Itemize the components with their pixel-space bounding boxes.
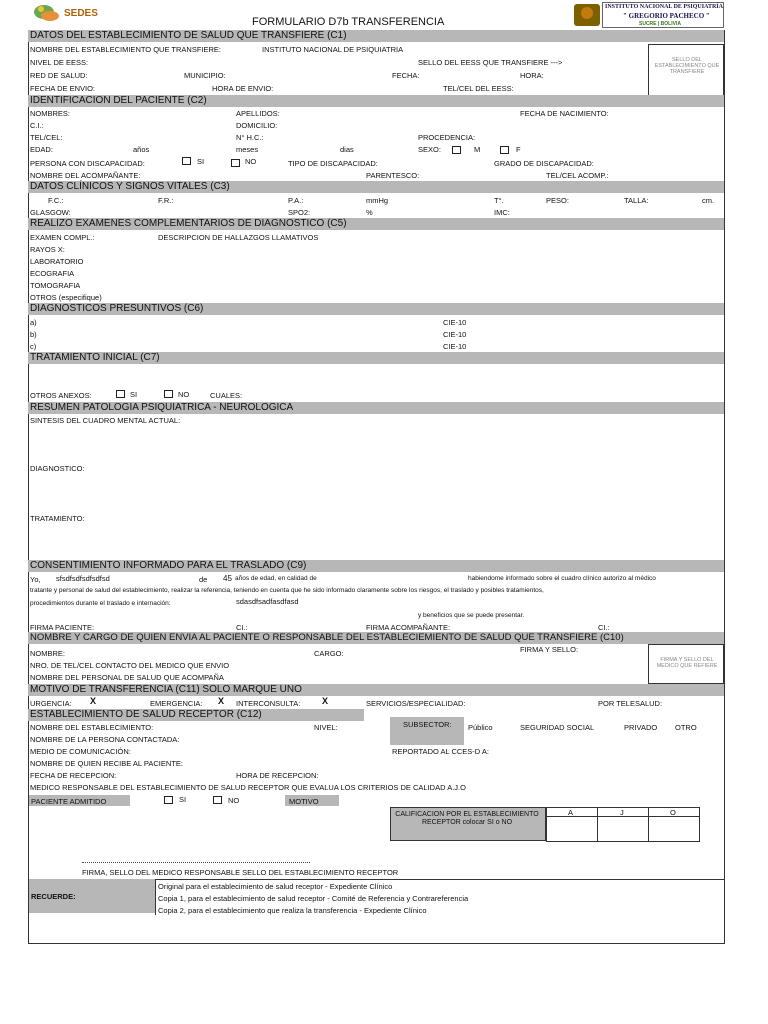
c12-col-a-cell[interactable] <box>546 816 598 842</box>
c1-sello-box[interactable] <box>648 44 724 96</box>
c3-pa-label: P.A.: <box>288 196 304 205</box>
c2-domicilio-label: DOMICILIO: <box>236 121 278 130</box>
c1-nombre-value[interactable]: INSTITUTO NACIONAL DE PSIQUIATRIA <box>262 45 404 54</box>
recuerde-label: RECUERDE: <box>31 892 76 901</box>
c1-municipio-label: MUNICIPIO: <box>184 71 226 80</box>
c7-no-label: NO <box>178 390 190 399</box>
c12-publico-label[interactable]: Público <box>468 723 493 732</box>
c1-red-label: RED DE SALUD: <box>30 71 88 80</box>
c10-firma-box[interactable] <box>648 644 724 684</box>
recuerde-line-copia2: Copia 2, para el establecimiento que realiza la transferencia - Expediente Clínico <box>158 906 427 915</box>
c9-nombre-value[interactable]: sfsdfsdfsdfsdfsd <box>56 574 110 583</box>
c6-cie-c: CIE-10 <box>443 342 467 351</box>
c3-glasgow-label: GLASGOW: <box>30 208 71 217</box>
c2-sexo-f-label: F <box>516 145 521 154</box>
c3-fr-label: F.R.: <box>158 196 174 205</box>
c11-servicios-label: SERVICIOS/ESPECIALIDAD: <box>366 699 466 708</box>
c9-line2-text: tratante y personal de salud del establecimiento, realizar la referencia, teniendo en cuenta que he sido informado claramente sobre los riesgos, el traslado y posibles tratamientos, <box>30 587 544 594</box>
c1-telcel-label: TEL/CEL DEL EESS: <box>443 84 514 93</box>
section-c2-heading: IDENTIFICACION DEL PACIENTE (C2) <box>28 95 648 107</box>
c12-motivo-label: MOTIVO <box>289 797 319 806</box>
c5-item-rayos: RAYOS X: <box>30 245 65 254</box>
c3-cm-label: cm. <box>702 196 715 205</box>
c12-nombre-est-label: NOMBRE DEL ESTABLECIMIENTO: <box>30 723 154 732</box>
c5-descripcion-label: DESCRIPCION DE HALLAZGOS LLAMATIVOS <box>158 233 319 242</box>
c2-anos-label: años <box>133 145 150 154</box>
c9-line3-value[interactable]: sdasdfsadfasdfasd <box>236 597 299 606</box>
c2-sexo-m-label: M <box>474 145 481 154</box>
c11-urgencia-label: URGENCIA: <box>30 699 72 708</box>
section-resumen-heading: RESUMEN PATOLOGIA PSIQUIATRICA - NEUROLOGICA <box>28 402 724 414</box>
c7-si-label: SI <box>130 390 138 399</box>
sedes-logo <box>30 2 130 26</box>
c9-edad-value[interactable]: 45 <box>223 574 232 583</box>
c6-cie-a: CIE-10 <box>443 318 467 327</box>
c1-hora-envio-label: HORA DE ENVIO: <box>212 84 274 93</box>
c9-firma-acomp-label: FIRMA ACOMPAÑANTE: <box>366 623 451 632</box>
section-c9-heading: CONSENTIMIENTO INFORMADO PARA EL TRASLADO (C9) <box>28 560 724 572</box>
c6-item-a: a) <box>30 318 37 327</box>
c5-item-otros: OTROS (especifique) <box>30 293 102 302</box>
c12-col-o-label: O <box>670 808 676 817</box>
c1-nivel-label: NIVEL DE EESS: <box>30 58 89 67</box>
c12-col-o-cell[interactable] <box>648 816 700 842</box>
c3-imc-label: IMC: <box>494 208 510 217</box>
c5-item-ecografia: ECOGRAFIA <box>30 269 75 278</box>
resumen-diagnostico-label: DIAGNOSTICO: <box>30 464 85 473</box>
c2-tipo-disc-label: TIPO DE DISCAPACIDAD: <box>288 159 378 168</box>
c3-pct-label: % <box>366 208 373 217</box>
c12-admitido-si-label: SI <box>179 795 187 804</box>
institution-subname: " GREGORIO PACHECO " <box>623 12 710 20</box>
c10-firma-box-text: FIRMA Y SELLO DEL MEDICO QUE REFIERE <box>656 657 718 669</box>
resumen-tratamiento-label: TRATAMIENTO: <box>30 514 85 523</box>
c9-ci2-label: CI.: <box>598 623 610 632</box>
recuerde-line-original: Original para el establecimiento de salud receptor - Expediente Clínico <box>158 882 393 891</box>
c3-peso-label: PESO: <box>546 196 569 205</box>
c6-item-b: b) <box>30 330 37 339</box>
c12-paciente-admitido-label: PACIENTE ADMITIDO <box>31 797 107 806</box>
c12-firma-sello-label: FIRMA, SELLO DEL MEDICO RESPONSABLE SELLO DEL ESTABLECIMIENTO RECEPTOR <box>82 868 399 877</box>
c9-ci1-label: CI.: <box>236 623 248 632</box>
c12-fecha-recep-label: FECHA DE RECEPCION: <box>30 771 117 780</box>
form-title: FORMULARIO D7b TRANSFERENCIA <box>252 16 445 28</box>
c2-edad-label: EDAD: <box>30 145 53 154</box>
c11-urgencia-mark[interactable]: X <box>90 696 97 706</box>
c9-beneficios-text: y beneficios que se puede presentar. <box>418 612 525 619</box>
sedes-logo-text: SEDES <box>64 8 98 19</box>
c12-admitido-si-checkbox[interactable] <box>164 796 173 804</box>
c2-parentesco-label: PARENTESCO: <box>366 171 420 180</box>
c3-spo2-label: SPO2: <box>288 208 311 217</box>
institution-emblem-icon <box>572 2 602 28</box>
section-c5-heading: REALIZO EXAMENES COMPLEMENTARIOS DE DIAGNOSTICO (C5) <box>28 218 724 230</box>
c12-col-j-cell[interactable] <box>597 816 649 842</box>
c10-cargo-label: CARGO: <box>314 649 344 658</box>
c2-tel-acomp-label: TEL/CEL ACOMP.: <box>546 171 609 180</box>
c2-grado-disc-label: GRADO DE DISCAPACIDAD: <box>494 159 594 168</box>
c2-acompanante-label: NOMBRE DEL ACOMPAÑANTE: <box>30 171 141 180</box>
c10-nro-tel-label: NRO. DE TEL/CEL CONTACTO DEL MEDICO QUE ENVIO <box>30 661 230 670</box>
c10-firma-sello-label: FIRMA Y SELLO: <box>520 645 579 654</box>
c2-apellidos-label: APELLIDOS: <box>236 109 280 118</box>
c2-fecha-nac-label: FECHA DE NACIMIENTO: <box>520 109 609 118</box>
section-c11-heading: MOTIVO DE TRANSFERENCIA (C11) SOLO MARQUE UNO <box>28 684 724 696</box>
c9-anos-text: años de edad, en calidad de <box>235 575 317 582</box>
c10-personal-label: NOMBRE DEL PERSONAL DE SALUD QUE ACOMPAÑA <box>30 673 224 682</box>
section-c6-heading: DIAGNOSTICOS PRESUNTIVOS (C6) <box>28 303 724 315</box>
c2-discapacidad-no-checkbox[interactable] <box>231 159 240 167</box>
c9-habiendome-text: habiendome informado sobre el cuadro clínico autorizo al médico <box>468 575 656 582</box>
c9-yo-label: Yo, <box>30 575 41 584</box>
c12-hora-recep-label: HORA DE RECEPCION: <box>236 771 319 780</box>
c2-telcel-label: TEL/CEL: <box>30 133 63 142</box>
c12-otro-label[interactable]: OTRO <box>675 723 697 732</box>
c1-sello-box-text: SELLO DEL ESTABLECIMIENTO QUE TRANSFIERE <box>654 57 720 75</box>
c1-fecha-envio-label: FECHA DE ENVIO: <box>30 84 96 93</box>
c5-examen-label: EXAMEN COMPL.: <box>30 233 95 242</box>
c2-sexo-label: SEXO: <box>418 145 441 154</box>
c5-item-laboratorio: LABORATORIO <box>30 257 84 266</box>
c11-interconsulta-label: INTERCONSULTA: <box>236 699 301 708</box>
c2-nombres-label: NOMBRES: <box>30 109 71 118</box>
c3-temp-label: T°. <box>494 196 504 205</box>
c12-reportado-label: REPORTADO AL CCES-D A: <box>392 747 489 756</box>
resumen-sintesis-label: SINTESIS DEL CUADRO MENTAL ACTUAL: <box>30 416 181 425</box>
c2-discapacidad-si-checkbox[interactable] <box>182 157 191 165</box>
recuerde-line-copia1: Copia 1, para el establecimiento de salud receptor - Comité de Referencia y Contrareferencia <box>158 894 469 903</box>
c2-sexo-m-checkbox[interactable] <box>452 146 461 154</box>
c2-meses-label: meses <box>236 145 259 154</box>
c3-fc-label: F.C.: <box>48 196 64 205</box>
institution-city: SUCRE | BOLIVIA <box>639 21 681 27</box>
section-c7-heading: TRATAMIENTO INICIAL (C7) <box>28 352 724 364</box>
c12-nivel-label: NIVEL: <box>314 723 338 732</box>
c12-subsector-label: SUBSECTOR: <box>403 720 452 729</box>
c5-item-tomografia: TOMOGRAFIA <box>30 281 81 290</box>
c1-nombre-label: NOMBRE DEL ESTABLECIMIENTO QUE TRANSFIERE: <box>30 45 222 54</box>
c12-col-a-label: A <box>568 808 574 817</box>
c11-emergencia-label: EMERGENCIA: <box>150 699 203 708</box>
c2-ci-label: C.I.: <box>30 121 44 130</box>
c1-fecha-label: FECHA: <box>392 71 420 80</box>
c12-medico-resp-label: MEDICO RESPONSABLE DEL ESTABLECIMIENTO DE SALUD RECEPTOR QUE EVALUA LOS CRITERIOS DE CALIDAD A.J.O <box>30 783 466 792</box>
c7-otros-anexos-label: OTROS ANEXOS: <box>30 391 92 400</box>
c7-no-checkbox[interactable] <box>164 390 173 398</box>
c2-procedencia-label: PROCEDENCIA: <box>418 133 476 142</box>
c2-discapacidad-no-label: NO <box>245 157 257 166</box>
c12-admitido-no-label: NO <box>228 796 240 805</box>
c12-quien-recibe-label: NOMBRE DE QUIEN RECIBE AL PACIENTE: <box>30 759 183 768</box>
c1-hora-label: HORA: <box>520 71 544 80</box>
c12-seguridad-label[interactable]: SEGURIDAD SOCIAL <box>520 723 595 732</box>
c12-calificacion-label: CALIFICACION POR EL ESTABLECIMIENTO RECEPTOR colocar SI o NO <box>395 811 539 826</box>
section-c10-heading: NOMBRE Y CARGO DE QUIEN ENVIA AL PACIENTE O RESPONSABLE DEL ESTABLECIEMIENTO DE SALUD QUE TRANSFIERE (C10) <box>28 632 724 644</box>
c2-discapacidad-si-label: SI <box>197 157 205 166</box>
c11-interconsulta-mark[interactable]: X <box>322 696 329 706</box>
c12-signature-line <box>82 862 310 863</box>
c12-col-j-label: J <box>620 808 624 817</box>
c3-mmhg-label: mmHg <box>366 196 389 205</box>
c9-line3-text: procedimientos durante el traslado e internación: <box>30 600 171 607</box>
c12-medio-label: MEDIO DE COMUNICACIÓN: <box>30 747 131 756</box>
c2-nhc-label: N° H.C.: <box>236 133 264 142</box>
c9-firma-paciente-label: FIRMA PACIENTE: <box>30 623 95 632</box>
institution-name: INSTITUTO NACIONAL DE PSIQUIATRÍA <box>605 4 723 10</box>
c1-sello-label: SELLO DEL EESS QUE TRANSFIERE ---> <box>418 58 563 67</box>
c2-discapacidad-label: PERSONA CON DISCAPACIDAD: <box>30 159 145 168</box>
c11-telesalud-label: POR TELESALUD: <box>598 699 663 708</box>
c2-sexo-f-checkbox[interactable] <box>500 146 509 154</box>
c11-emergencia-mark[interactable]: X <box>218 696 225 706</box>
c6-item-c: c) <box>30 342 37 351</box>
c12-privado-label[interactable]: PRIVADO <box>624 723 658 732</box>
c2-dias-label: dias <box>340 145 354 154</box>
c7-si-checkbox[interactable] <box>116 390 125 398</box>
c7-cuales-label: CUALES: <box>210 391 243 400</box>
c9-de-label: de <box>199 575 208 584</box>
c3-talla-label: TALLA: <box>624 196 649 205</box>
institution-logo <box>572 2 724 28</box>
section-c1-heading: DATOS DEL ESTABLECIMIENTO DE SALUD QUE TRANSFIERE (C1) <box>28 30 724 42</box>
section-c3-heading: DATOS CLÍNICOS Y SIGNOS VITALES (C3) <box>28 181 724 193</box>
c12-persona-contactada-label: NOMBRE DE LA PERSONA CONTACTADA: <box>30 735 180 744</box>
c12-admitido-no-checkbox[interactable] <box>213 796 222 804</box>
section-c12-heading: ESTABLECIMIENTO DE SALUD RECEPTOR (C12) <box>28 709 364 721</box>
c10-nombre-label: NOMBRE: <box>30 649 66 658</box>
c6-cie-b: CIE-10 <box>443 330 467 339</box>
